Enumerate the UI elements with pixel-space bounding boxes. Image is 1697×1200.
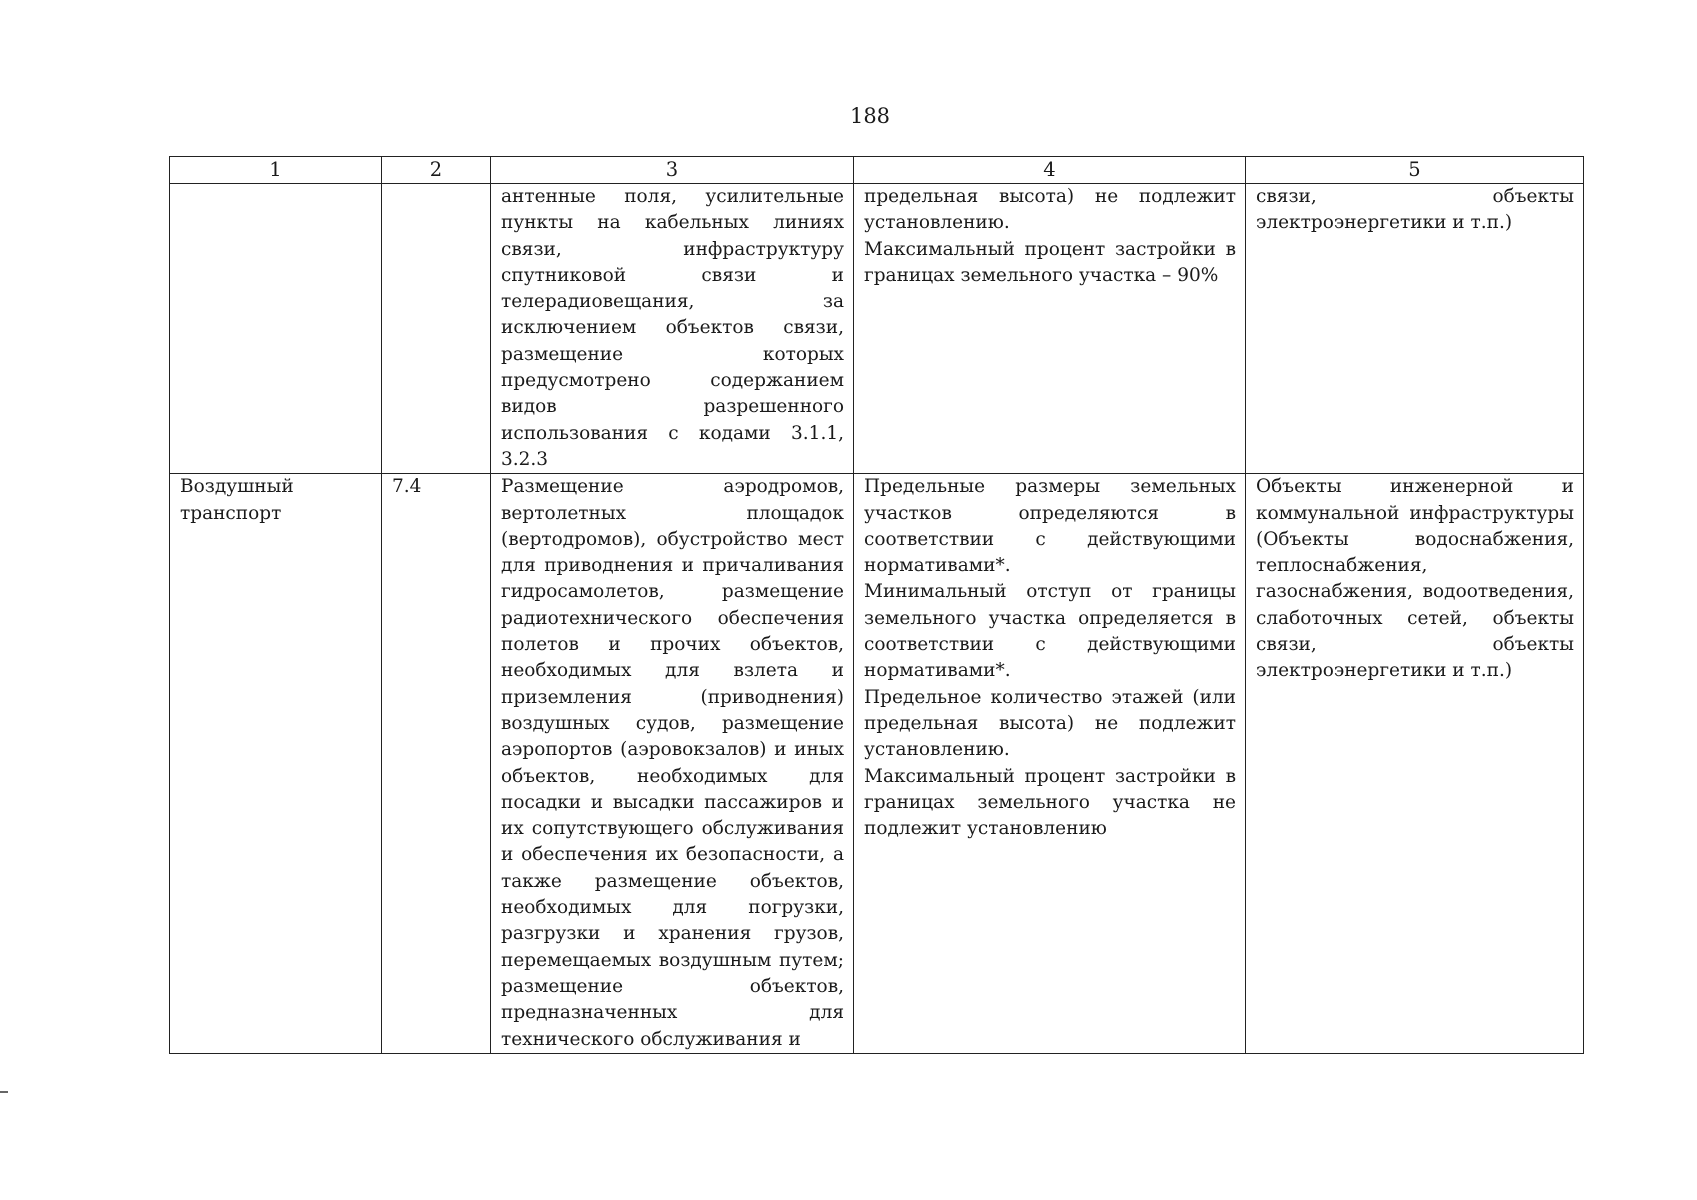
cell-use-name: Воздушный транспорт (170, 474, 382, 1054)
cell-use-code: 7.4 (382, 474, 491, 1054)
table-row (170, 184, 1584, 474)
column-header-2: 2 (382, 157, 491, 184)
column-header-5: 5 (1246, 157, 1584, 184)
parameter-line: Максимальный процент застройки в границах земельного участка – 90% (864, 238, 1236, 286)
cell-use-description: Размещение аэродромов, вертолетных площадок (вертодромов), обустройство мест для приводнения и причаливания гидросамолетов, размещение радиотехнического обеспечения полетов и прочих объектов, необходимых для взлета и приземления (приводнения) воздушных судов, размещение аэропортов (аэровокзалов) и иных объектов, необходимых для посадки и высадки пассажиров и их сопутствующего обслуживания и обеспечения их безопасности, а также размещение объектов, необходимых для погрузки, разгрузки и хранения грузов, перемещаемых воздушным путем; размещение объектов, предназначенных для технического обслуживания и (491, 474, 854, 1054)
table-row (170, 474, 1584, 1054)
parameter-line: Минимальный отступ от границы земельного участка определяется в соответствии с действующими нормативами*. (864, 581, 1236, 682)
cell-use-description: антенные поля, усилительные пункты на кабельных линиях связи, инфраструктуру спутниковой связи и телерадиовещания, за исключением объектов связи, размещение которых предусмотрено содержанием видов разрешенного использования с кодами 3.1.1, 3.2.3 (491, 184, 854, 474)
cell-auxiliary-uses: связи, объекты электроэнергетики и т.п.) (1246, 184, 1584, 474)
scan-edge-mark (0, 1091, 8, 1093)
cell-auxiliary-uses: Объекты инженерной и коммунальной инфраструктуры (Объекты водоснабжения, теплоснабжения, газоснабжения, водоотведения, слаботочных сетей, объекты связи, объекты электроэнергетики и т.п.) (1246, 474, 1584, 1054)
column-header-3: 3 (491, 157, 854, 184)
column-header-1: 1 (170, 157, 382, 184)
cell-parameters (854, 474, 1246, 1054)
parameter-line: Максимальный процент застройки в границах земельного участка не подлежит установлению (864, 765, 1236, 840)
parameter-line: предельная высота) не подлежит установлению. (864, 186, 1236, 234)
page-number: 188 (849, 104, 891, 128)
zoning-table (169, 156, 1584, 1054)
parameter-line: Предельное количество этажей (или предельная высота) не подлежит установлению. (864, 686, 1236, 761)
column-header-4: 4 (854, 157, 1246, 184)
parameter-line: Предельные размеры земельных участков определяются в соответствии с действующими нормативами*. (864, 476, 1236, 577)
cell-use-name (170, 184, 382, 474)
cell-use-code (382, 184, 491, 474)
table-header-row (170, 157, 1584, 184)
cell-parameters (854, 184, 1246, 474)
